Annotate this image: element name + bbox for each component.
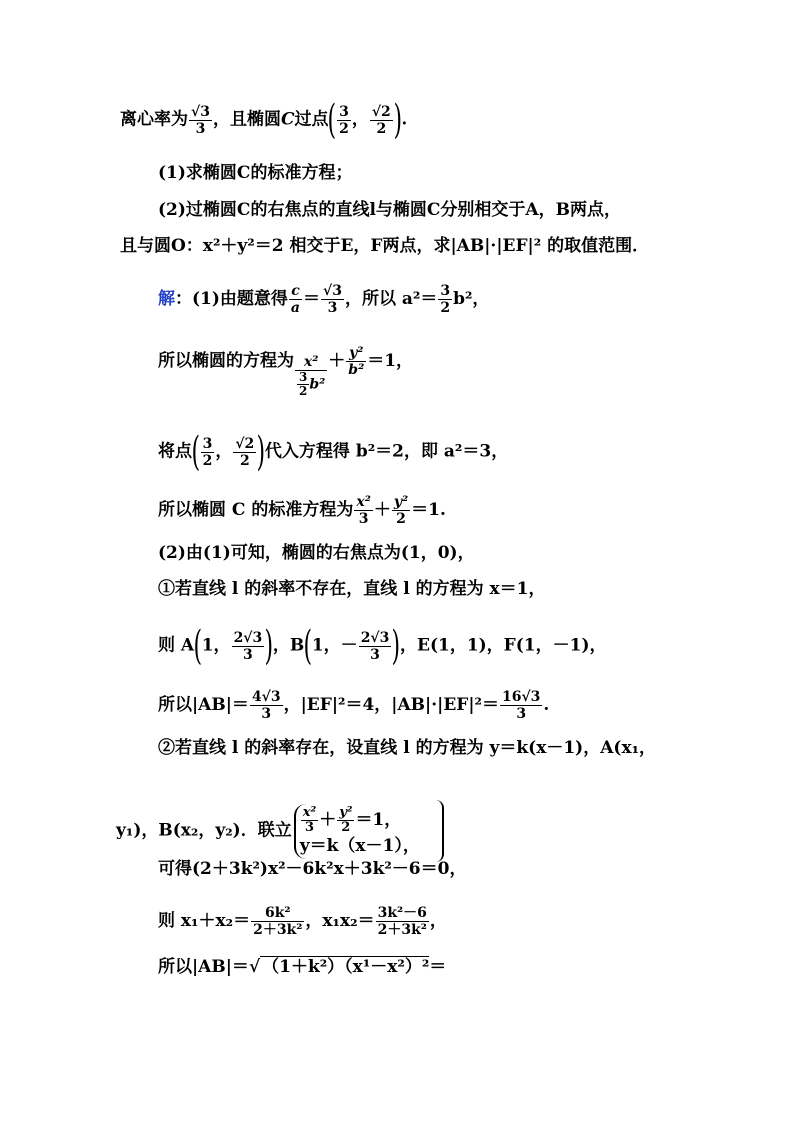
fraction-numerator: y² (393, 494, 409, 510)
fraction (289, 283, 302, 316)
fraction-numerator: y² (346, 345, 366, 362)
fraction (337, 104, 351, 137)
text: y₁)，B(x₂，y₂)．联立 (116, 820, 292, 841)
fraction-numerator: 16√3 (501, 689, 541, 705)
fraction (250, 689, 283, 722)
text: ＋ (328, 351, 346, 371)
sqrt-radicand: （1＋k²）（x¹－x²）² (262, 957, 430, 977)
right-paren: ) (264, 623, 274, 669)
solution-line-10 (116, 800, 444, 862)
text: ，E(1，1)，F(1，－1)， (399, 635, 607, 656)
text: 且与圆 (120, 236, 171, 256)
fraction-denominator: 3 (516, 706, 527, 722)
fraction (346, 345, 366, 378)
text: 代入方程得 b²＝2，即 a²＝3， (264, 441, 509, 462)
fraction-denominator: 3 (195, 120, 206, 137)
fraction-numerator: x² (356, 494, 371, 510)
fraction-denominator: 2 (202, 452, 213, 469)
fraction (392, 494, 410, 527)
solution-line-3 (158, 429, 509, 475)
text: 则 A (158, 635, 195, 656)
solution-line-6: ①若直线 l 的斜率不存在，直线 l 的方程为 x＝1， (158, 579, 546, 599)
text: 过点 (294, 109, 329, 130)
fraction (295, 354, 327, 398)
solution-line-2 (158, 345, 413, 398)
text: b²， (453, 289, 490, 309)
system-row-1 (300, 806, 420, 835)
fraction-numerator: √3 (191, 103, 210, 120)
fraction (232, 630, 265, 663)
fraction-denominator: 2 (341, 819, 351, 835)
fraction-numerator: x² (295, 354, 327, 371)
solution-line-4 (158, 494, 446, 527)
fraction-denominator: 3 (243, 646, 253, 663)
right-paren: ) (393, 97, 402, 143)
text: ，|EF|²＝4，|AB|·|EF|²＝ (283, 695, 499, 715)
fraction (500, 689, 542, 722)
text: ，且椭圆 (212, 109, 281, 130)
fraction-denominator: 2 (396, 511, 406, 527)
fraction-denominator: b² (348, 362, 365, 378)
fraction (251, 905, 304, 938)
fraction (189, 104, 212, 137)
var: C (280, 109, 295, 130)
fraction (354, 494, 372, 527)
fraction-denominator: 3 (304, 819, 314, 835)
text: 1，－ (311, 635, 358, 656)
fraction-numerator: y² (339, 804, 353, 820)
question-1: (1)求椭圆C的标准方程； (158, 163, 353, 183)
solution-line-12 (158, 905, 447, 938)
question-2-cont (120, 236, 649, 256)
fraction-denominator: 3 (370, 646, 380, 663)
solution-line-7 (158, 623, 607, 669)
text: ＝ (429, 957, 447, 977)
fraction-numerator: √2 (235, 435, 255, 452)
text: 所以|AB|＝ (158, 957, 249, 977)
text: ＝1. (411, 500, 446, 520)
fraction-denominator (295, 371, 327, 398)
left-paren: ( (303, 623, 313, 669)
fraction-numerator: c (289, 283, 302, 300)
right-paren: ) (256, 429, 266, 475)
text: ，B (272, 635, 305, 656)
fraction-denominator: 3 (261, 706, 272, 722)
text: 将点 (158, 441, 192, 462)
solution-line-9: ②若直线 l 的斜率存在，设直线 l 的方程为 y＝k(x－1)，A(x₁， (158, 738, 657, 758)
text: 则 x₁＋x₂＝ (158, 911, 251, 931)
fraction-numerator: 4√3 (251, 689, 281, 705)
text: O：x²＋y²＝2 相交于E，F两点，求|AB|·|EF|² 的取值范围． (171, 236, 650, 256)
nested-numerator: 3 (299, 369, 308, 384)
fraction-numerator: 3 (339, 103, 349, 120)
fraction-denominator: 2 (339, 120, 349, 137)
text: ＋ (373, 500, 391, 520)
fraction-numerator: √2 (371, 103, 391, 120)
text: 所以|AB|＝ (158, 695, 249, 715)
text: ＋ (319, 809, 337, 830)
solution-line-5: (2)由(1)可知，椭圆的右焦点为(1，0)， (158, 543, 475, 563)
fraction-denominator: 2 (440, 300, 451, 316)
fraction-numerator: 2√3 (360, 629, 390, 646)
sqrt-sign: √ (248, 957, 261, 977)
solution-line-13 (158, 956, 446, 977)
fraction-numerator: 3k²－6 (377, 905, 427, 921)
fraction-numerator: 3 (440, 283, 451, 299)
solution-line-11: 可得(2＋3k²)x²－6k²x＋3k²－6＝0， (158, 859, 467, 879)
fraction (438, 283, 452, 316)
fraction-numerator: 2√3 (233, 629, 263, 646)
left-paren: ( (193, 623, 203, 669)
text: . (401, 109, 408, 130)
fraction-denominator: a (290, 300, 300, 316)
fraction-numerator: x² (302, 804, 317, 820)
solution-line-1 (158, 283, 489, 316)
right-paren: ) (391, 623, 401, 669)
text: 所以椭圆的方程为 (158, 351, 294, 371)
text: 离心率为 (120, 109, 188, 130)
fraction-denominator: 2 (376, 120, 387, 137)
text: ， (351, 109, 369, 130)
fraction (321, 283, 344, 316)
text: ，所以 a²＝ (344, 289, 438, 309)
fraction-denominator: 3 (327, 300, 338, 316)
equation-system (294, 804, 432, 859)
fraction-numerator: 3 (202, 435, 213, 452)
text: . (543, 695, 550, 715)
text: ＝ (303, 289, 320, 309)
text: ， (429, 911, 447, 931)
fraction (370, 104, 393, 137)
fraction (201, 436, 215, 469)
fraction (233, 436, 256, 469)
text: ，x₁x₂＝ (305, 911, 375, 931)
text: b² (309, 376, 326, 392)
text: ：(1)由题意得 (175, 289, 288, 309)
fraction-numerator: 6k² (251, 905, 304, 922)
solution-label: 解 (158, 289, 175, 309)
question-2: (2)过椭圆C的右焦点的直线l与椭圆C分别相交于A，B两点， (158, 200, 621, 220)
fraction-denominator: 2 (239, 452, 250, 469)
fraction-numerator: √3 (323, 283, 342, 299)
problem-line-1 (120, 97, 408, 143)
fraction (359, 630, 392, 663)
text: 1， (201, 635, 231, 656)
fraction-denominator: 3 (358, 511, 369, 527)
text: ＝1， (367, 351, 414, 371)
text: ， (215, 441, 233, 462)
fraction-denominator: 2＋3k² (377, 922, 427, 938)
text: ＝1， (355, 809, 402, 830)
system-right-brace (436, 800, 444, 862)
nested-denominator: 2 (299, 383, 308, 398)
fraction-denominator: 2＋3k² (253, 922, 303, 938)
system-row-2: y＝k（x－1）， (299, 835, 420, 856)
fraction (376, 905, 429, 938)
left-paren: ( (191, 429, 201, 475)
left-paren: ( (327, 97, 337, 143)
text: 所以椭圆 C 的标准方程为 (158, 500, 354, 520)
solution-line-8 (158, 689, 549, 722)
